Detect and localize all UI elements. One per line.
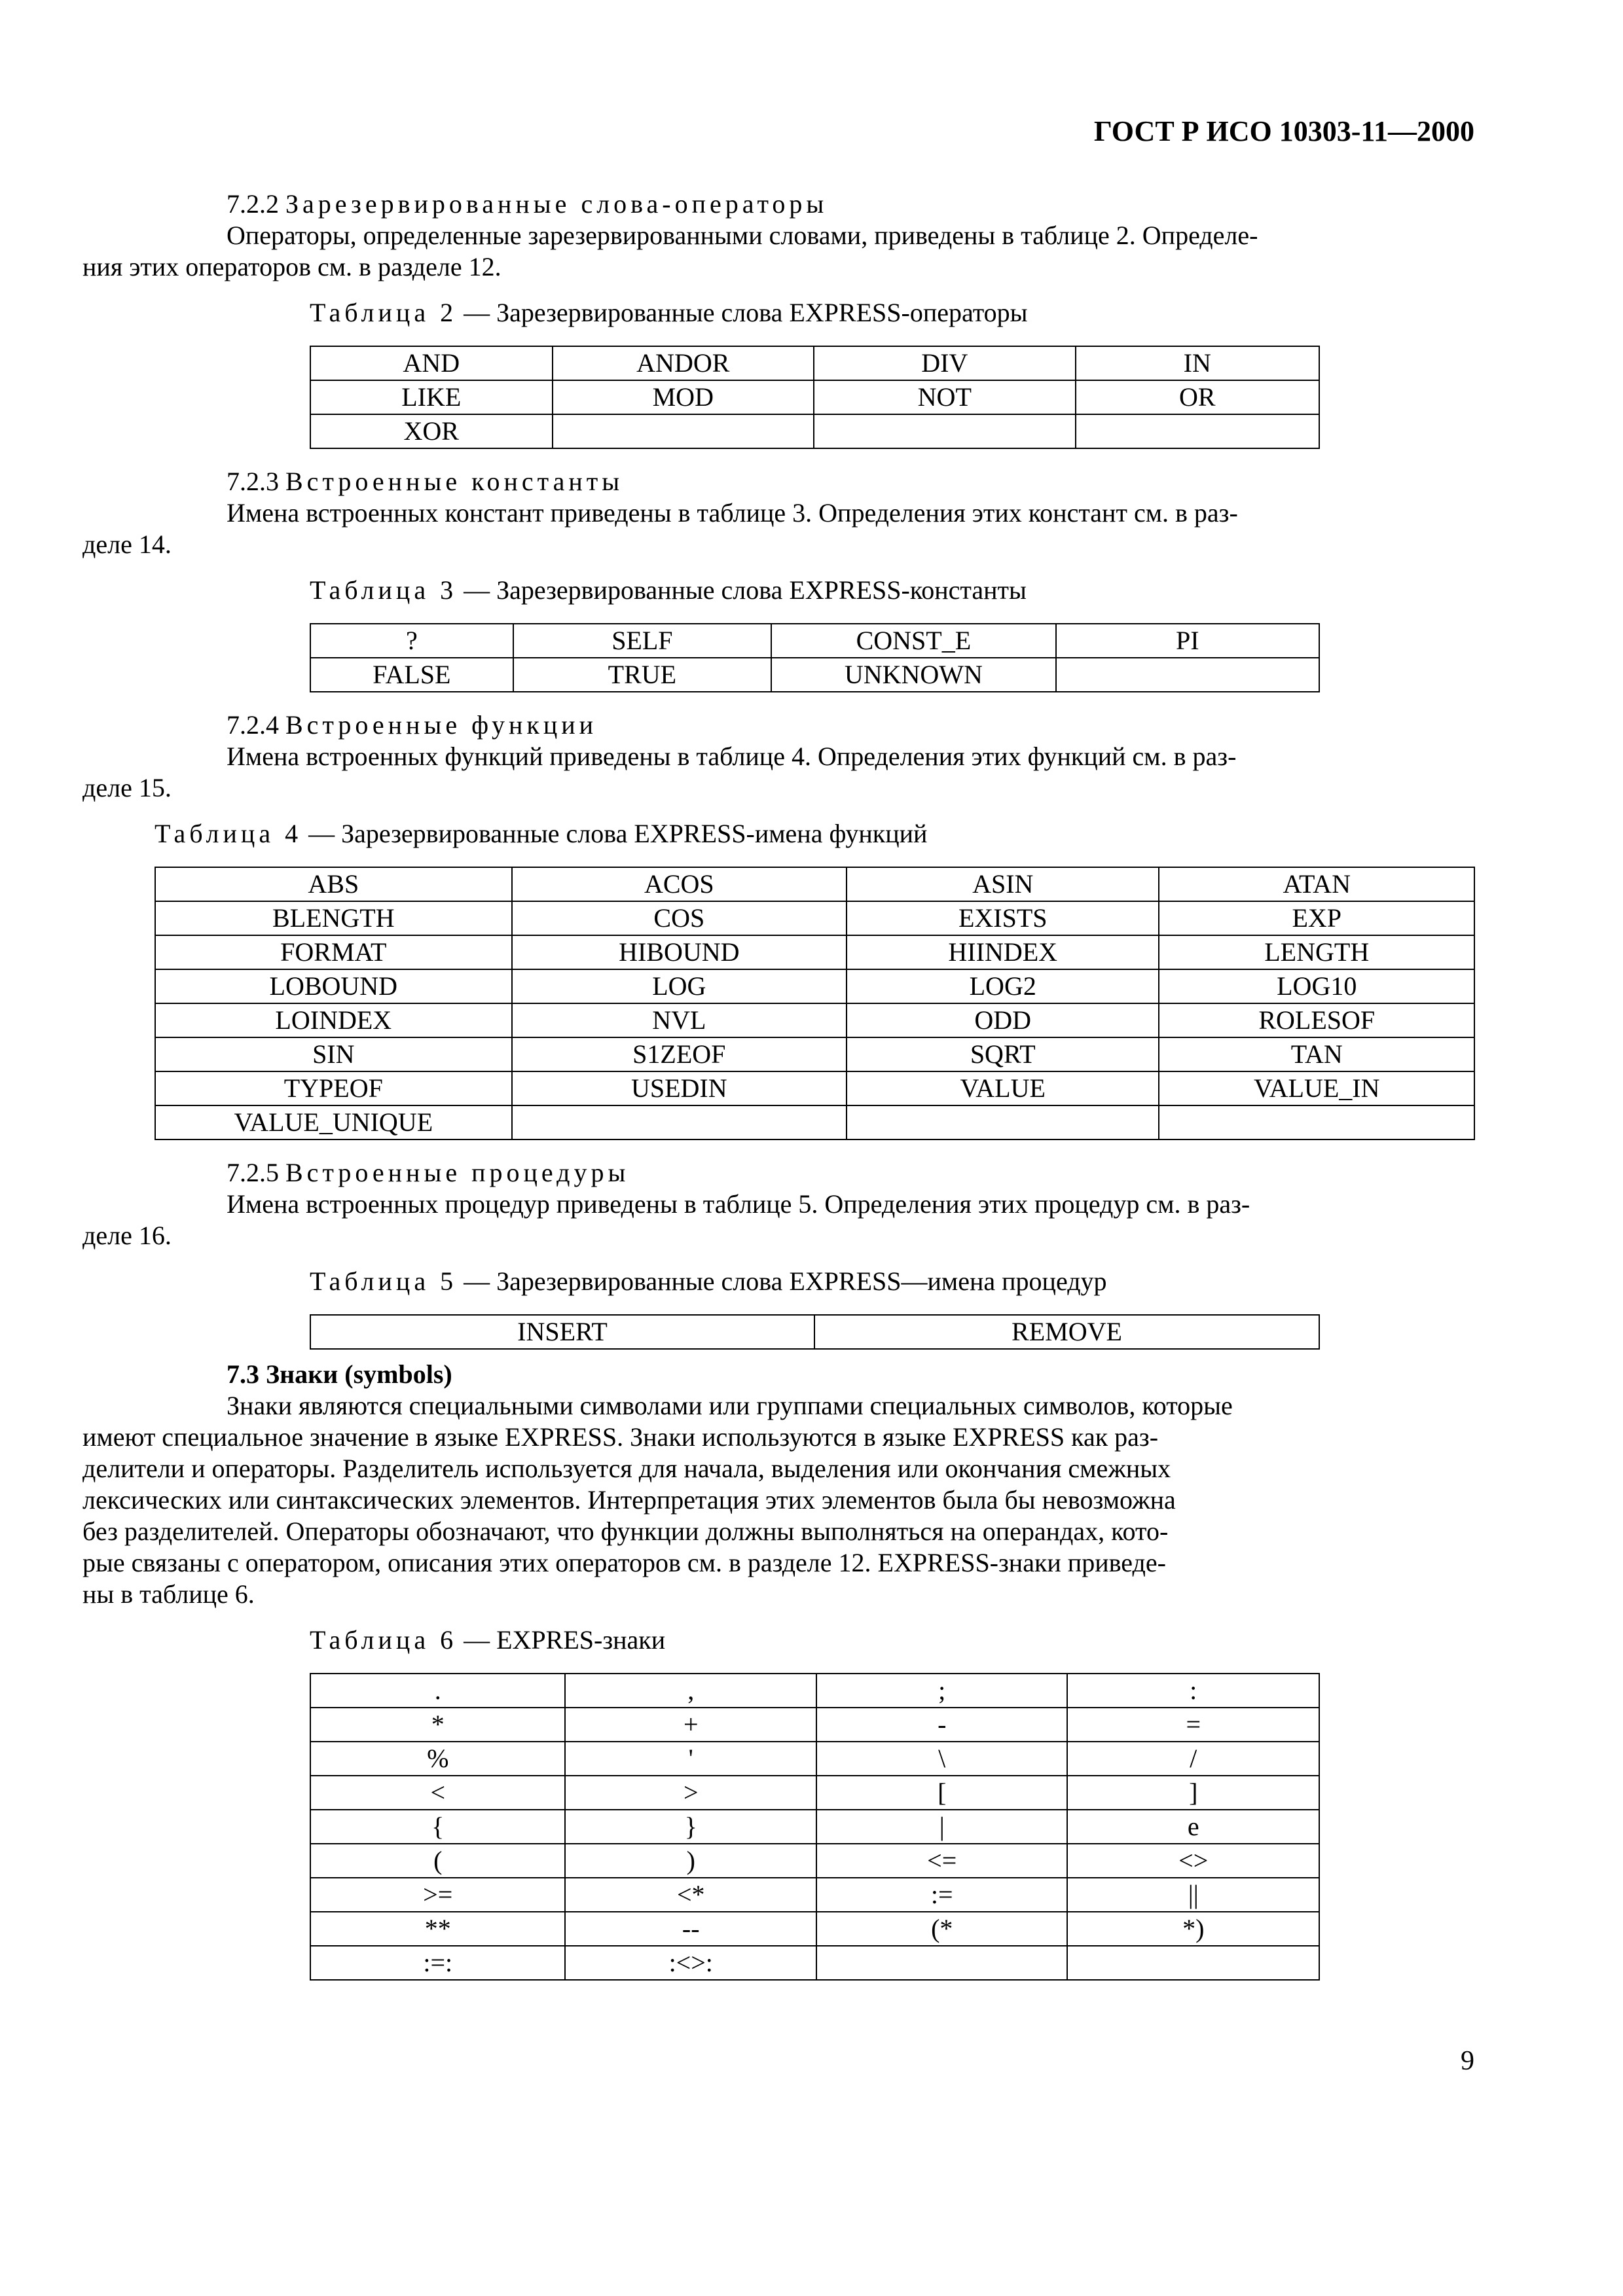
table-row: LOINDEX NVL ODD ROLESOF bbox=[155, 1003, 1474, 1037]
table-4-caption: Таблица 4 — Зарезервированные слова EXPRESS-имена функций bbox=[155, 819, 928, 848]
table-2-caption: Таблица 2 — Зарезервированные слова EXPRESS-операторы bbox=[310, 298, 1028, 327]
table-row: % ' \ / bbox=[310, 1742, 1319, 1776]
table-row: { } | e bbox=[310, 1810, 1319, 1844]
table-row: ** -- (* *) bbox=[310, 1912, 1319, 1946]
table-row: . , ; : bbox=[310, 1674, 1319, 1708]
table-row: TYPEOF USEDIN VALUE VALUE_IN bbox=[155, 1071, 1474, 1105]
section-title: Встроенные константы bbox=[285, 467, 624, 496]
table-row: >= <* := || bbox=[310, 1878, 1319, 1912]
section-title: Встроенные функции bbox=[285, 710, 598, 740]
table-4 bbox=[155, 867, 1475, 1140]
table-6-caption: Таблица 6 — EXPRES-знаки bbox=[310, 1625, 666, 1655]
table-row: FALSE TRUE UNKNOWN bbox=[310, 658, 1319, 692]
table-3-caption: Таблица 3 — Зарезервированные слова EXPRESS-константы bbox=[310, 575, 1027, 605]
section-heading-7-2-4: 7.2.4 Встроенные функции bbox=[227, 710, 598, 740]
paragraph-7-2-4: Имена встроенных функций приведены в таблице 4. Определения этих функций см. в раз- деле 15. bbox=[82, 742, 1237, 802]
paragraph-7-3: Знаки являются специальными символами или группами специальных символов, которые имеют специальное значение в языке EXPRESS. Знаки используются в языке EXPRESS как раз- делители и операторы. Разделитель используется для начала, выделения или окончания смежных лексических или синтаксических элементов. Интерпретация этих элементов была бы невозможна без разделителей. Операторы обозначают, что функции должны выполняться на операндах, кото- рые связаны с оператором, описания этих операторов см. в разделе 12. EXPRESS-знаки приведе- ны в таблице 6. bbox=[82, 1391, 1233, 1609]
document-header: ГОСТ Р ИСО 10303-11—2000 bbox=[1093, 115, 1474, 147]
section-heading-7-2-5: 7.2.5 Встроенные процедуры bbox=[227, 1158, 630, 1187]
table-3 bbox=[310, 623, 1320, 692]
paragraph-7-2-3: Имена встроенных констант приведены в таблице 3. Определения этих констант см. в раз- деле 14. bbox=[82, 498, 1238, 559]
table-row: SIN S1ZEOF SQRT TAN bbox=[155, 1037, 1474, 1071]
table-row: ( ) <= <> bbox=[310, 1844, 1319, 1878]
table-5-caption: Таблица 5 — Зарезервированные слова EXPRESS—имена процедур bbox=[310, 1266, 1107, 1296]
table-row: XOR bbox=[310, 414, 1319, 448]
table-row: ABS ACOS ASIN ATAN bbox=[155, 867, 1474, 901]
table-row: < > [ ] bbox=[310, 1776, 1319, 1810]
table-row: * + - = bbox=[310, 1708, 1319, 1742]
section-heading-7-2-2: 7.2.2 Зарезервированные слова-операторы bbox=[227, 189, 828, 219]
table-row: :=: :<>: bbox=[310, 1946, 1319, 1980]
table-row: FORMAT HIBOUND HIINDEX LENGTH bbox=[155, 935, 1474, 969]
section-title: Зарезервированные слова-операторы bbox=[285, 189, 828, 219]
table-5 bbox=[310, 1314, 1320, 1350]
paragraph-7-2-2: Операторы, определенные зарезервированными словами, приведены в таблице 2. Определе- ния этих операторов см. в разделе 12. bbox=[82, 221, 1258, 281]
paragraph-7-2-5: Имена встроенных процедур приведены в таблице 5. Определения этих процедур см. в раз- деле 16. bbox=[82, 1189, 1250, 1250]
table-row: ? SELF CONST_E PI bbox=[310, 624, 1319, 658]
table-row: BLENGTH COS EXISTS EXP bbox=[155, 901, 1474, 935]
table-row: AND ANDOR DIV IN bbox=[310, 346, 1319, 380]
table-row: LIKE MOD NOT OR bbox=[310, 380, 1319, 414]
page-number: 9 bbox=[1461, 2046, 1474, 2076]
table-2 bbox=[310, 346, 1320, 449]
section-title: Встроенные процедуры bbox=[285, 1158, 630, 1187]
table-row: VALUE_UNIQUE bbox=[155, 1105, 1474, 1139]
table-6 bbox=[310, 1673, 1320, 1981]
section-heading-7-3: 7.3 Знаки (symbols) bbox=[227, 1359, 452, 1389]
page-content bbox=[82, 188, 1475, 1981]
table-row: LOBOUND LOG LOG2 LOG10 bbox=[155, 969, 1474, 1003]
section-heading-7-2-3: 7.2.3 Встроенные константы bbox=[227, 467, 624, 496]
table-row: INSERT REMOVE bbox=[310, 1315, 1319, 1349]
